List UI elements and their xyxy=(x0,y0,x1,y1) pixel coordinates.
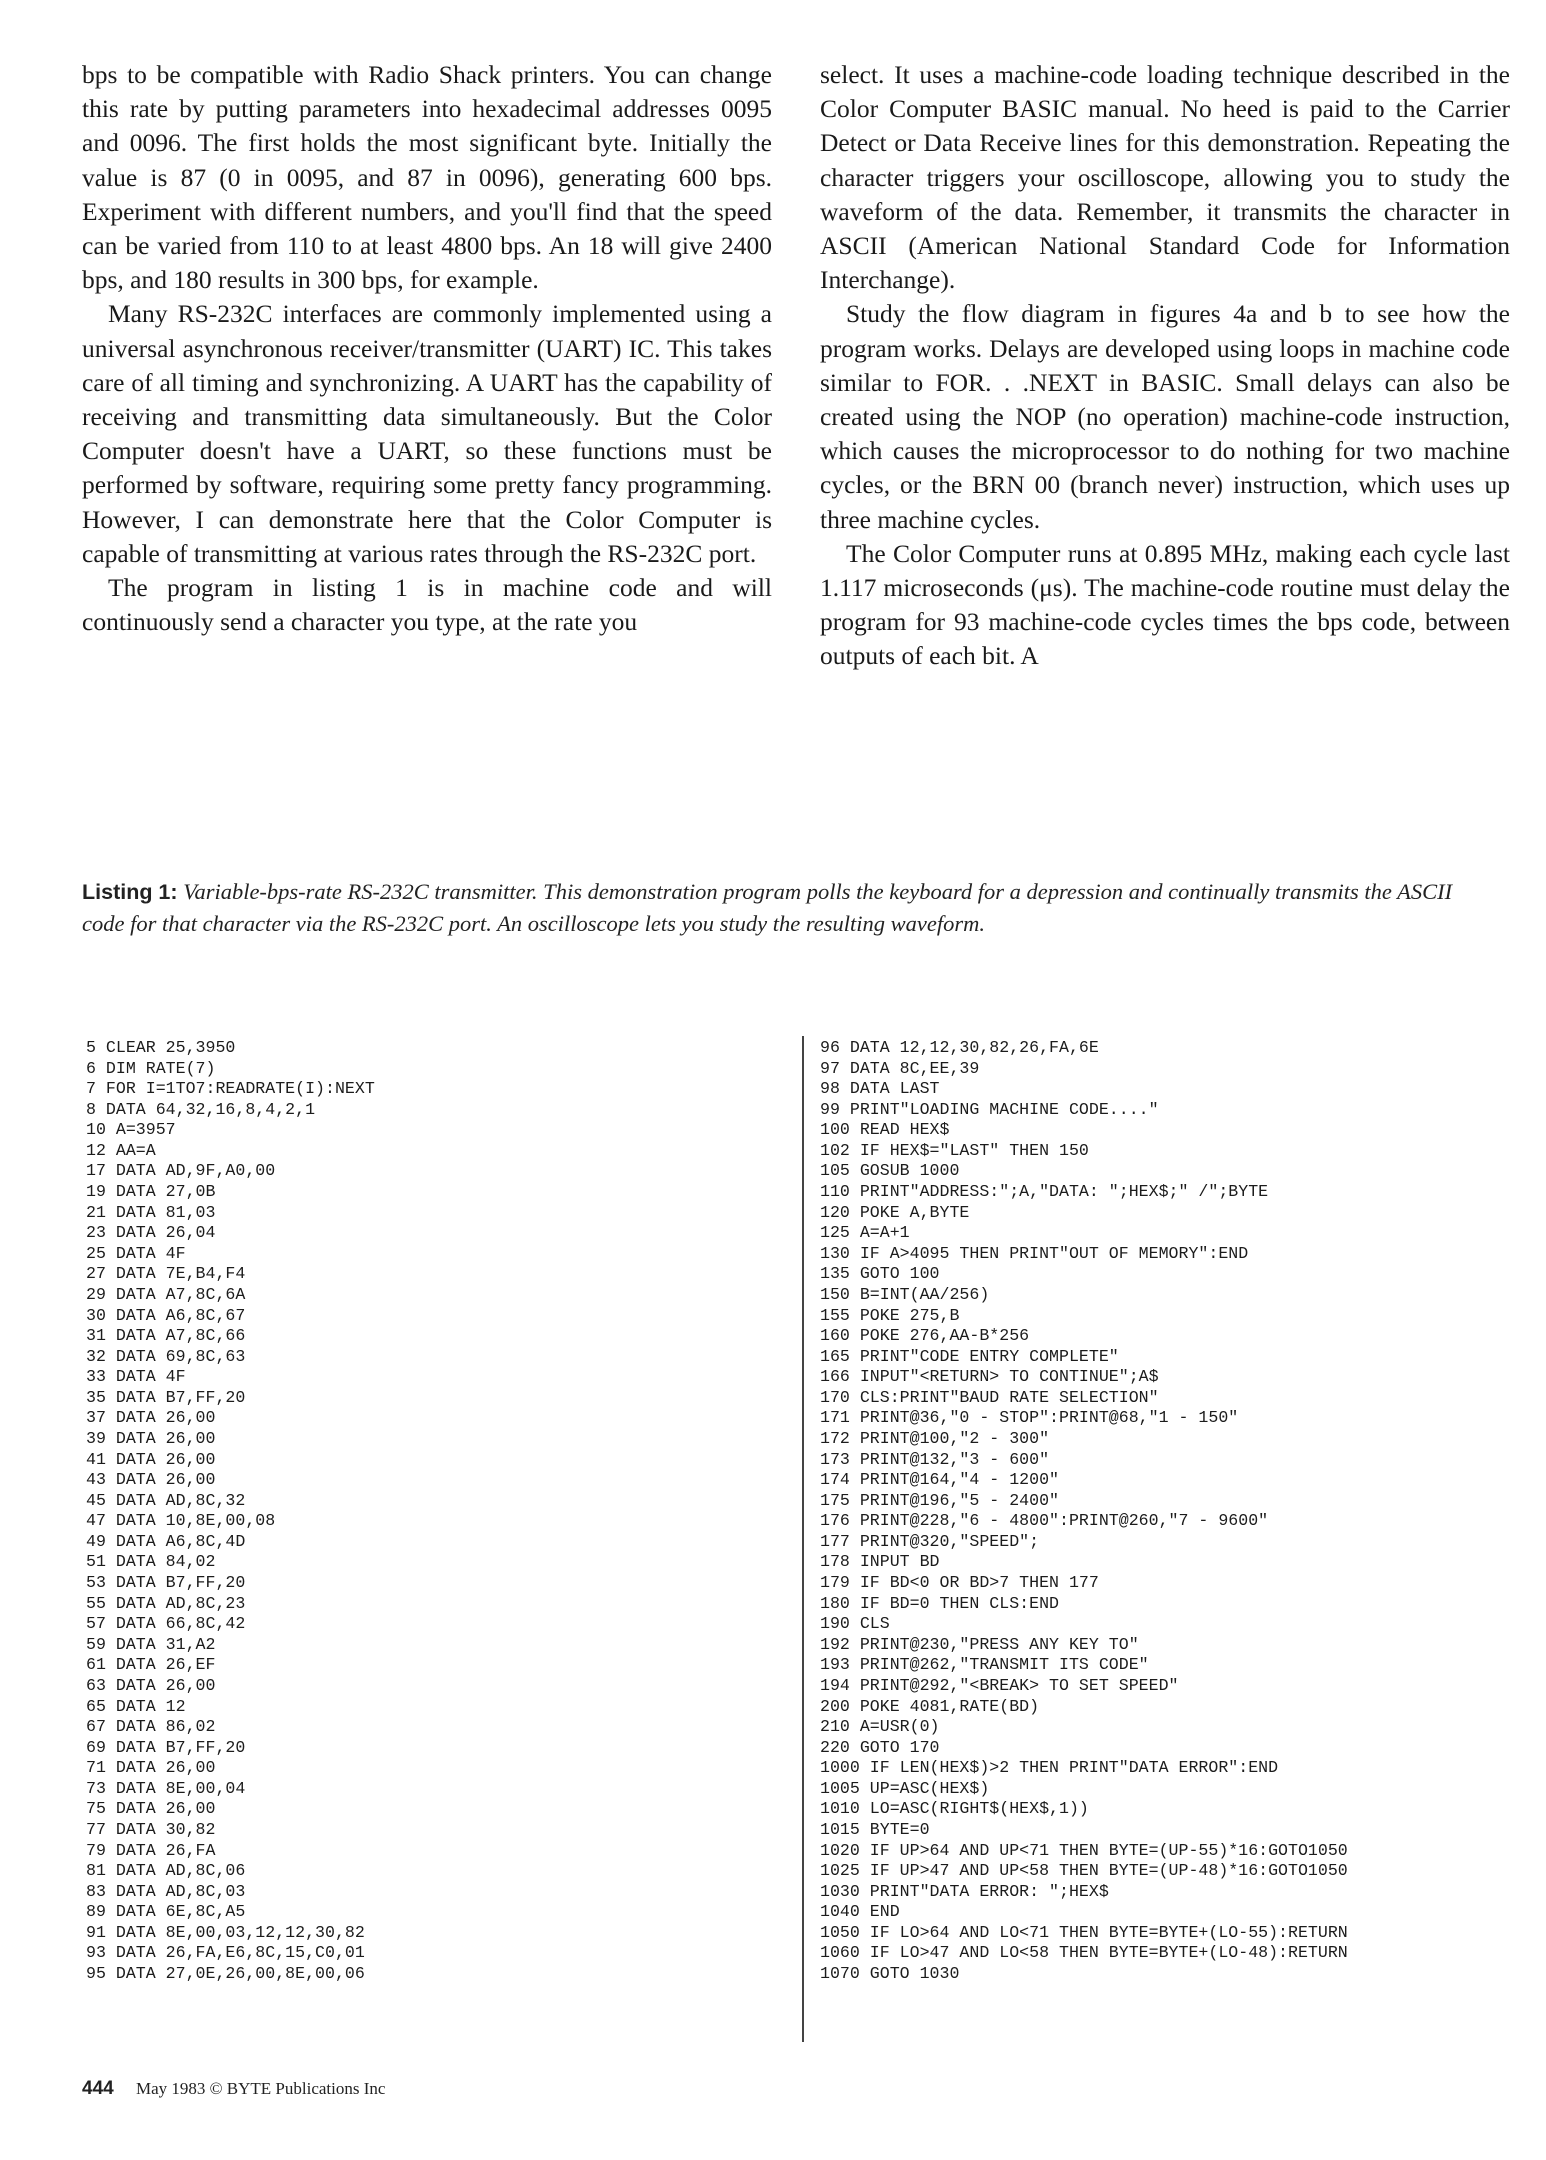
code-line: 39 DATA 26,00 xyxy=(86,1428,216,1448)
code-line: 96 DATA 12,12,30,82,26,FA,6E xyxy=(820,1038,1099,1057)
code-line: 175 PRINT@196,"5 - 2400" xyxy=(820,1490,1059,1510)
code-line: 69 DATA B7,FF,20 xyxy=(86,1737,246,1757)
code-line: 172 PRINT@100,"2 - 300" xyxy=(820,1428,1050,1448)
page-number: 444 xyxy=(82,2078,114,2099)
code-line: 200 POKE 4081,RATE(BD) xyxy=(820,1696,1040,1716)
code-line: 47 DATA 10,8E,00,08 xyxy=(86,1511,276,1531)
code-line: 32 DATA 69,8C,63 xyxy=(86,1346,246,1366)
paragraph: bps to be compatible with Radio Shack printers. You can change this rate by putting parameters into hexadecimal addresses 0095 and 0096. The first holds the most significant byte. Initially the value is 87 (0 in 0095, and 87 in 0096), generating 600 bps. Experiment with different numbers, and you'll find that the speed can be varied from 110 to at least 4800 bps. An 18 will give 2400 bps, and 180 results in 300 bps, for example. xyxy=(82,60,772,295)
code-line: 95 DATA 27,0E,26,00,8E,00,06 xyxy=(86,1964,365,1984)
code-line: 125 A=A+1 xyxy=(820,1223,910,1243)
code-line: 190 CLS xyxy=(820,1614,890,1634)
column-divider xyxy=(802,1036,804,2042)
code-line: 210 A=USR(0) xyxy=(820,1717,940,1737)
code-line: 180 IF BD=0 THEN CLS:END xyxy=(820,1593,1059,1613)
paragraph: select. It uses a machine-code loading technique described in the Color Computer BASIC manual. No heed is paid to the Carrier Detect or Data Receive lines for this demonstration. Repeating the character triggers your oscilloscope, allowing you to study the waveform of the data. Remember, it transmits the character in ASCII (American National Standard Code for Information Interchange). xyxy=(820,60,1510,295)
code-line: 29 DATA A7,8C,6A xyxy=(86,1284,246,1304)
code-line: 31 DATA A7,8C,66 xyxy=(86,1326,246,1346)
listing-caption-text: Variable-bps-rate RS-232C transmitter. This demonstration program polls the keyboard for a depression and continually transmits the ASCII code for that character via the RS-232C port. An oscilloscope lets you study the resulting waveform. xyxy=(82,879,1453,936)
code-line: 93 DATA 26,FA,E6,8C,15,C0,01 xyxy=(86,1943,365,1963)
code-line: 75 DATA 26,00 xyxy=(86,1799,216,1819)
code-line: 12 AA=A xyxy=(86,1140,156,1160)
code-line: 77 DATA 30,82 xyxy=(86,1819,216,1839)
page-footer xyxy=(82,2078,385,2100)
code-line: 65 DATA 12 xyxy=(86,1696,186,1716)
code-line: 33 DATA 4F xyxy=(86,1367,186,1387)
code-line: 176 PRINT@228,"6 - 4800":PRINT@260,"7 - 9600" xyxy=(820,1511,1269,1531)
code-line: 1070 GOTO 1030 xyxy=(820,1964,960,1984)
code-line: 166 INPUT"<RETURN> TO CONTINUE";A$ xyxy=(820,1367,1159,1387)
paragraph: Study the flow diagram in figures 4a and b to see how the program works. Delays are developed using loops in machine code similar to FOR. . .NEXT in BASIC. Small delays can also be created using the NOP (no operation) machine-code instruction, which causes the microprocessor to do nothing for two machine cycles, or the BRN 00 (branch never) instruction, which uses up three machine cycles. xyxy=(820,299,1510,534)
code-line: 160 POKE 276,AA-B*256 xyxy=(820,1326,1030,1346)
code-line: 8 DATA 64,32,16,8,4,2,1 xyxy=(86,1099,316,1119)
code-line: 10 A=3957 xyxy=(86,1120,176,1140)
code-line: 45 DATA AD,8C,32 xyxy=(86,1490,246,1510)
code-line: 73 DATA 8E,00,04 xyxy=(86,1778,246,1798)
code-line: 1025 IF UP>47 AND UP<58 THEN BYTE=(UP-48)*16:GOTO1050 xyxy=(820,1861,1348,1881)
listing-caption xyxy=(82,876,1482,939)
code-line: 171 PRINT@36,"0 - STOP":PRINT@68,"1 - 150" xyxy=(820,1408,1239,1428)
code-line: 170 CLS:PRINT"BAUD RATE SELECTION" xyxy=(820,1387,1159,1407)
paragraph: The Color Computer runs at 0.895 MHz, making each cycle last 1.117 microseconds (μs). The machine-code routine must delay the program for 93 machine-code cycles times the bps code, between outputs of each bit. A xyxy=(820,538,1510,671)
code-line: 23 DATA 26,04 xyxy=(86,1223,216,1243)
code-line: 1020 IF UP>64 AND UP<71 THEN BYTE=(UP-55)*16:GOTO1050 xyxy=(820,1840,1348,1860)
code-line: 1010 LO=ASC(RIGHT$(HEX$,1)) xyxy=(820,1799,1089,1819)
code-line: 55 DATA AD,8C,23 xyxy=(86,1593,246,1613)
listing-label: Listing 1: xyxy=(82,880,178,904)
code-line: 35 DATA B7,FF,20 xyxy=(86,1387,246,1407)
code-line: 1050 IF LO>64 AND LO<71 THEN BYTE=BYTE+(LO-55):RETURN xyxy=(820,1922,1348,1942)
code-line: 41 DATA 26,00 xyxy=(86,1449,216,1469)
code-line: 43 DATA 26,00 xyxy=(86,1470,216,1490)
code-line: 150 B=INT(AA/256) xyxy=(820,1284,990,1304)
code-line: 27 DATA 7E,B4,F4 xyxy=(86,1264,246,1284)
code-line: 57 DATA 66,8C,42 xyxy=(86,1614,246,1634)
code-line: 102 IF HEX$="LAST" THEN 150 xyxy=(820,1140,1089,1160)
code-line: 100 READ HEX$ xyxy=(820,1120,950,1140)
code-line: 1005 UP=ASC(HEX$) xyxy=(820,1778,990,1798)
code-line: 177 PRINT@320,"SPEED"; xyxy=(820,1531,1040,1551)
code-line: 53 DATA B7,FF,20 xyxy=(86,1573,246,1593)
paragraph: Many RS-232C interfaces are commonly implemented using a universal asynchronous receiver/transmitter (UART) IC. This takes care of all timing and synchronizing. A UART has the capability of receiving and transmitting data simultaneously. But the Color Computer doesn't have a UART, so these functions must be performed by software, requiring some pretty fancy programming. However, I can demonstrate here that the Color Computer is capable of transmitting at various rates through the RS-232C port. xyxy=(82,299,772,568)
code-line: 81 DATA AD,8C,06 xyxy=(86,1861,246,1881)
code-line: 173 PRINT@132,"3 - 600" xyxy=(820,1449,1050,1469)
code-line: 1000 IF LEN(HEX$)>2 THEN PRINT"DATA ERROR":END xyxy=(820,1758,1279,1778)
code-line: 105 GOSUB 1000 xyxy=(820,1161,960,1181)
footer-credit: May 1983 © BYTE Publications Inc xyxy=(135,2079,386,2098)
code-line: 89 DATA 6E,8C,A5 xyxy=(86,1902,246,1922)
code-line: 71 DATA 26,00 xyxy=(86,1758,216,1778)
code-line: 130 IF A>4095 THEN PRINT"OUT OF MEMORY":END xyxy=(820,1243,1249,1263)
code-line: 165 PRINT"CODE ENTRY COMPLETE" xyxy=(820,1346,1119,1366)
code-line: 194 PRINT@292,"<BREAK> TO SET SPEED" xyxy=(820,1675,1179,1695)
code-line: 193 PRINT@262,"TRANSMIT ITS CODE" xyxy=(820,1655,1149,1675)
code-line: 1060 IF LO>47 AND LO<58 THEN BYTE=BYTE+(LO-48):RETURN xyxy=(820,1943,1348,1963)
code-line: 79 DATA 26,FA xyxy=(86,1840,216,1860)
code-line: 67 DATA 86,02 xyxy=(86,1717,216,1737)
code-line: 120 POKE A,BYTE xyxy=(820,1202,970,1222)
code-line: 37 DATA 26,00 xyxy=(86,1408,216,1428)
code-line: 25 DATA 4F xyxy=(86,1243,186,1263)
code-line: 155 POKE 275,B xyxy=(820,1305,960,1325)
code-line: 99 PRINT"LOADING MACHINE CODE...." xyxy=(820,1099,1159,1119)
article-left-column xyxy=(82,58,772,639)
code-line: 61 DATA 26,EF xyxy=(86,1655,216,1675)
code-line: 179 IF BD<0 OR BD>7 THEN 177 xyxy=(820,1573,1099,1593)
code-listing-right xyxy=(820,1038,1520,1985)
code-line: 30 DATA A6,8C,67 xyxy=(86,1305,246,1325)
code-listing-left xyxy=(86,1038,786,1985)
code-line: 91 DATA 8E,00,03,12,12,30,82 xyxy=(86,1922,365,1942)
code-line: 19 DATA 27,0B xyxy=(86,1182,216,1202)
code-line: 1030 PRINT"DATA ERROR: ";HEX$ xyxy=(820,1881,1109,1901)
code-line: 110 PRINT"ADDRESS:";A,"DATA: ";HEX$;" /";BYTE xyxy=(820,1182,1269,1202)
code-line: 17 DATA AD,9F,A0,00 xyxy=(86,1161,276,1181)
code-line: 7 FOR I=1TO7:READRATE(I):NEXT xyxy=(86,1079,375,1099)
article-right-column xyxy=(820,58,1510,674)
code-line: 83 DATA AD,8C,03 xyxy=(86,1881,246,1901)
code-line: 178 INPUT BD xyxy=(820,1552,940,1572)
code-line: 51 DATA 84,02 xyxy=(86,1552,216,1572)
code-line: 59 DATA 31,A2 xyxy=(86,1634,216,1654)
code-line: 220 GOTO 170 xyxy=(820,1737,940,1757)
code-line: 6 DIM RATE(7) xyxy=(86,1058,216,1078)
code-line: 192 PRINT@230,"PRESS ANY KEY TO" xyxy=(820,1634,1139,1654)
code-line: 1040 END xyxy=(820,1902,900,1922)
code-line: 49 DATA A6,8C,4D xyxy=(86,1531,246,1551)
code-line: 5 CLEAR 25,3950 xyxy=(86,1038,236,1057)
code-line: 174 PRINT@164,"4 - 1200" xyxy=(820,1470,1059,1490)
code-line: 135 GOTO 100 xyxy=(820,1264,940,1284)
paragraph: The program in listing 1 is in machine code and will continuously send a character you type, at the rate you xyxy=(82,573,772,637)
code-line: 98 DATA LAST xyxy=(820,1079,940,1099)
code-line: 63 DATA 26,00 xyxy=(86,1675,216,1695)
code-line: 1015 BYTE=0 xyxy=(820,1819,930,1839)
code-line: 97 DATA 8C,EE,39 xyxy=(820,1058,980,1078)
code-line: 21 DATA 81,03 xyxy=(86,1202,216,1222)
